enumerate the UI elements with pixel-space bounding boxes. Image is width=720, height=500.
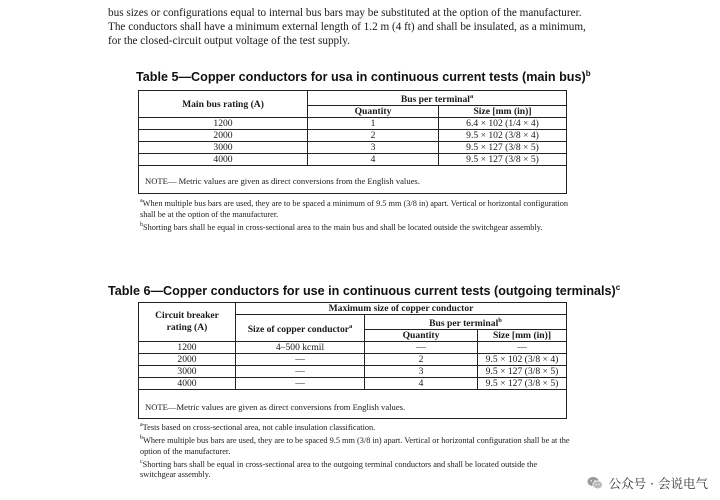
cell-size: 6.4 × 102 (1/4 × 4)	[439, 118, 567, 130]
cell-conductor: 4–500 kcmil	[236, 342, 365, 354]
intro-line: for the closed-circuit output voltage of the test supply.	[108, 35, 350, 47]
footnote-mark: a	[140, 198, 143, 204]
footnote-mark: c	[140, 458, 143, 465]
cell-rating: 2000	[139, 130, 308, 142]
table6-footnotes	[140, 420, 570, 480]
table5-footnotes	[140, 196, 570, 233]
table6-col-quantity: Quantity	[365, 330, 478, 342]
cell-quantity: 2	[308, 130, 439, 142]
cell-size: 9.5 × 102 (3/8 × 4)	[478, 354, 567, 366]
cell-quantity: 3	[308, 142, 439, 154]
cell-quantity: —	[365, 342, 478, 354]
table6-col-size: Size [mm (in)]	[478, 330, 567, 342]
table5-col-group-label: Bus per terminal	[400, 94, 470, 106]
cell-size: 9.5 × 127 (3/8 × 5)	[478, 378, 567, 390]
intro-line: The conductors shall have a minimum external length of 1.2 m (4 ft) and shall be insulated, as a minimum,	[108, 21, 586, 33]
footnote	[140, 220, 570, 233]
footnote	[140, 196, 570, 220]
table5-note: NOTE— Metric values are given as direct conversions from the English values.	[145, 176, 420, 186]
table6-col-conductor-label: Size of copper conductor	[247, 324, 350, 336]
table5	[138, 90, 567, 166]
footnote-text: Where multiple bus bars are used, they are to be spaced 9.5 mm (3/8 in) apart. Vertical or horizontal configuration shall be at the option of the manufacturer.	[140, 435, 570, 456]
table6-note: NOTE—Metric values are given as direct conversions from English values.	[145, 402, 406, 412]
cell-quantity: 2	[365, 354, 478, 366]
cell-rating: 3000	[139, 142, 308, 154]
table6	[138, 302, 567, 390]
footnote-mark: a	[140, 422, 143, 428]
footnote-text: Shorting bars shall be equal in cross-sectional area to the outgoing terminal conductors and shall be located outside the switchgear assembly.	[140, 459, 538, 480]
table6-col-group-label: Bus per terminal	[429, 318, 499, 330]
cell-rating: 1200	[139, 342, 236, 354]
footnote	[140, 420, 570, 433]
table-row	[139, 130, 567, 142]
table6-col-max-size: Maximum size of copper conductor	[236, 303, 567, 315]
cell-rating: 3000	[139, 366, 236, 378]
footnote-text: Shorting bars shall be equal in cross-sectional area to the main bus and shall be located outside the switchgear assembly.	[143, 222, 543, 232]
table-row	[139, 142, 567, 154]
table5-title-text: Table 5—Copper conductors for usa in continuous current tests (main bus)	[136, 70, 586, 85]
cell-quantity: 1	[308, 118, 439, 130]
cell-conductor: —	[236, 378, 365, 390]
cell-rating: 1200	[139, 118, 308, 130]
table-row	[139, 366, 567, 378]
cell-conductor: —	[236, 354, 365, 366]
footnote-mark: a	[349, 323, 353, 330]
footnote	[140, 433, 570, 457]
table6-title-footnote-mark: c	[615, 283, 621, 292]
footnote-mark: b	[140, 221, 143, 228]
cell-size: 9.5 × 102 (3/8 × 4)	[439, 130, 567, 142]
table6-col-conductor	[236, 315, 365, 342]
footnote-mark: b	[140, 434, 143, 441]
table5-title	[136, 69, 591, 84]
table6-title-text: Table 6—Copper conductors for use in continuous current tests (outgoing terminals)	[108, 284, 616, 299]
cell-rating: 4000	[139, 154, 308, 166]
table-row	[139, 154, 567, 166]
table5-title-footnote-mark: b	[585, 69, 591, 78]
intro-line: bus sizes or configurations equal to internal bus bars may be substituted at the option of the manufacturer.	[108, 7, 582, 19]
footnote-text: Tests based on cross-sectional area, not cable insulation classification.	[142, 422, 376, 432]
table5-col-bus-per-terminal	[308, 91, 567, 106]
cell-quantity: 3	[365, 366, 478, 378]
cell-quantity: 4	[365, 378, 478, 390]
watermark-text: 公众号 · 会说电气	[608, 476, 708, 491]
cell-size: 9.5 × 127 (3/8 × 5)	[478, 366, 567, 378]
intro-paragraph	[108, 6, 668, 48]
footnote-mark: a	[469, 93, 474, 100]
table-row	[139, 378, 567, 390]
cell-size: —	[478, 342, 567, 354]
table5-col-main-bus: Main bus rating (A)	[139, 91, 308, 118]
table5-col-size: Size [mm (in)]	[439, 106, 567, 118]
table-row	[139, 118, 567, 130]
footnote	[140, 457, 570, 481]
table6-title	[108, 283, 620, 298]
wechat-icon	[586, 474, 604, 492]
table-row	[139, 342, 567, 354]
cell-size: 9.5 × 127 (3/8 × 5)	[439, 154, 567, 166]
table-header-row	[139, 303, 567, 315]
table-row	[139, 354, 567, 366]
table-header-row	[139, 91, 567, 106]
table6-col-bus-per-terminal	[365, 315, 567, 330]
table6-col-rating: Circuit breaker rating (A)	[139, 303, 236, 342]
footnote-text: When multiple bus bars are used, they are to be spaced a minimum of 9.5 mm (3/8 in) apart. Vertical or horizontal configuration shall be at the option of the manufacturer.	[140, 198, 569, 219]
footnote-mark: b	[498, 317, 502, 324]
cell-conductor: —	[236, 366, 365, 378]
cell-size: 9.5 × 127 (3/8 × 5)	[439, 142, 567, 154]
cell-rating: 2000	[139, 354, 236, 366]
cell-rating: 4000	[139, 378, 236, 390]
watermark	[582, 472, 712, 494]
cell-quantity: 4	[308, 154, 439, 166]
table5-col-quantity: Quantity	[308, 106, 439, 118]
